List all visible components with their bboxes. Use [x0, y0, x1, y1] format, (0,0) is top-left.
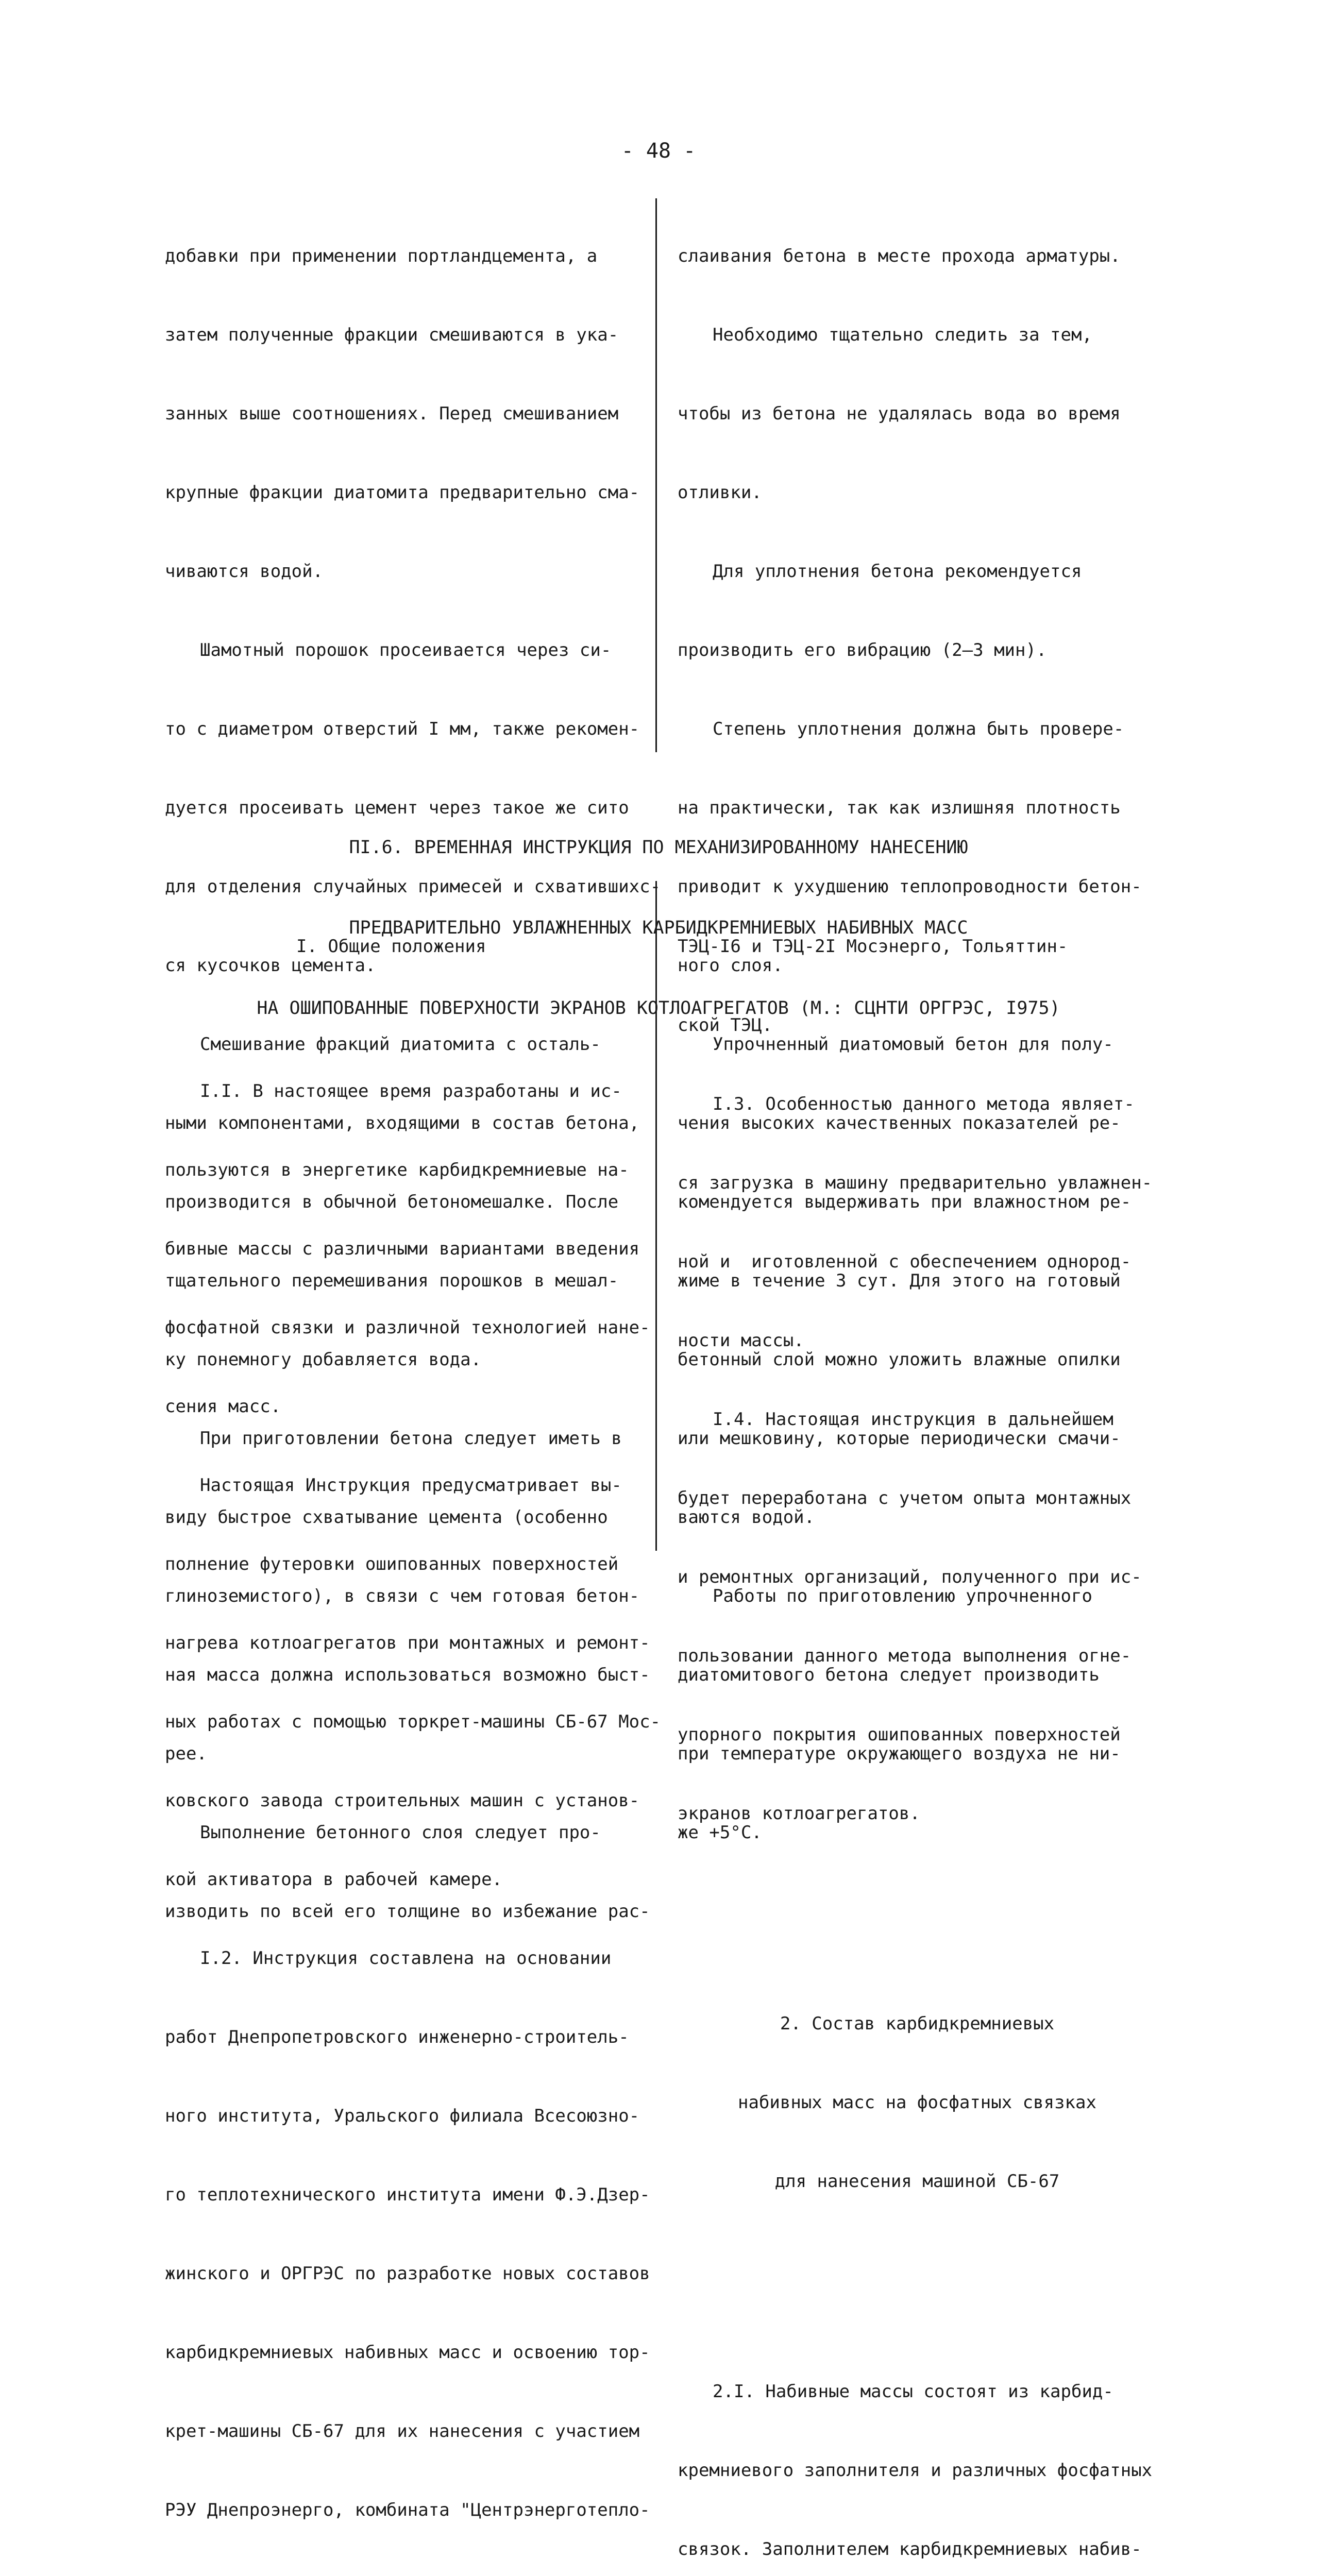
text-line: будет переработана с учетом опыта монтажных — [678, 1488, 1132, 1509]
text-line: на практически, так как излишняя плотность — [678, 798, 1121, 818]
text-line: дуется просеивать цемент через такое же сито — [165, 798, 629, 818]
subsection-heading — [678, 1958, 1157, 2247]
text-line: сения масс. — [165, 1396, 281, 1417]
text-line: крупные фракции диатомита предварительно сма- — [165, 482, 640, 503]
text-line: отливки. — [678, 482, 762, 503]
text-line: Выполнение бетонного слоя следует про- — [200, 1822, 601, 1843]
text-line: пользовании данного метода выполнения огне- — [678, 1646, 1132, 1666]
text-line: бетонный слой можно уложить влажные опилки — [678, 1349, 1121, 1370]
text-line: карбидкремниевых набивных масс и освоению тор- — [165, 2342, 650, 2363]
section-title-line: ПI.6. ВРЕМЕННАЯ ИНСТРУКЦИЯ ПО МЕХАНИЗИРОВАННОМУ НАНЕСЕНИЮ — [349, 837, 968, 858]
text-line: тщательного перемешивания порошков в мешал- — [165, 1270, 619, 1291]
column-divider — [655, 881, 657, 1551]
subsection-heading-line: 2. Состав карбидкремниевых — [780, 2013, 1055, 2034]
text-line: ТЭЦ-I6 и ТЭЦ-2I Мосэнерго, Тольяттин- — [678, 936, 1068, 957]
subsection-heading-line: набивных масс на фосфатных связках — [738, 2092, 1096, 2113]
text-line: связок. Заполнителем карбидкремниевых набив- — [678, 2539, 1142, 2560]
text-line: Шамотный порошок просеивается через си- — [200, 640, 612, 660]
text-line: при температуре окружающего воздуха не ни- — [678, 1743, 1121, 1764]
text-line: I.2. Инструкция составлена на основании — [200, 1948, 612, 1969]
text-line: виду быстрое схватывание цемента (особенно — [165, 1507, 608, 1528]
text-line: фосфатной связки и различной технологией нане- — [165, 1317, 650, 1338]
text-line: для отделения случайных примесей и схватившихс- — [165, 876, 661, 897]
text-line: ку понемногу добавляется вода. — [165, 1349, 482, 1370]
text-line: полнение футеровки ошипованных поверхностей — [165, 1554, 619, 1574]
text-line: занных выше соотношениях. Перед смешиванием — [165, 403, 619, 424]
text-line: Степень уплотнения должна быть провере- — [713, 719, 1124, 739]
bottom-left-column — [165, 881, 661, 2576]
subsection-heading-line: для нанесения машиной СБ-67 — [774, 2171, 1060, 2192]
text-line: добавки при применении портландцемента, а — [165, 246, 598, 266]
text-line: глиноземистого), в связи с чем готовая бетон- — [165, 1586, 640, 1606]
text-line: I.3. Особенностью данного метода являет- — [713, 1094, 1135, 1114]
column-divider — [655, 198, 657, 752]
text-line: крет-машины СБ-67 для их нанесения с участием — [165, 2421, 640, 2442]
text-line: ской ТЭЦ. — [678, 1015, 773, 1036]
text-line: чения высоких качественных показателей ре- — [678, 1113, 1121, 1133]
text-line: то с диаметром отверстий I мм, также рекомен- — [165, 719, 640, 739]
text-line: Работы по приготовлению упрочненного — [713, 1586, 1092, 1606]
text-line: ваются водой. — [678, 1507, 815, 1528]
text-line: или мешковину, которые периодически смачи- — [678, 1428, 1121, 1449]
text-line: ной и иготовленной с обеспечением однород- — [678, 1251, 1132, 1272]
text-line: диатомитового бетона следует производить — [678, 1665, 1100, 1685]
text-line: и ремонтных организаций, полученного при ис- — [678, 1567, 1142, 1587]
text-line: ных работах с помощью торкрет-машины СБ-67 Мос- — [165, 1711, 661, 1732]
page-number: - 48 - — [621, 139, 696, 163]
text-line: чтобы из бетона не удалялась вода во время — [678, 403, 1121, 424]
text-line: Смешивание фракций диатомита с осталь- — [200, 1034, 601, 1055]
text-line: экранов котлоагрегатов. — [678, 1803, 920, 1824]
text-line: ного института, Уральского филиала Всесоюзно- — [165, 2106, 640, 2126]
text-line: го теплотехнического института имени Ф.Э.Дзер- — [165, 2184, 650, 2205]
text-line: бивные массы с различными вариантами введения — [165, 1239, 640, 1259]
text-line: ковского завода строительных машин с установ- — [165, 1790, 640, 1811]
text-line: ности массы. — [678, 1330, 804, 1351]
text-line: ными компонентами, входящими в состав бетона, — [165, 1113, 640, 1133]
text-line: комендуется выдерживать при влажностном ре- — [678, 1192, 1132, 1212]
text-line: производить его вибрацию (2–3 мин). — [678, 640, 1047, 660]
text-line: работ Днепропетровского инженерно-строитель- — [165, 2027, 629, 2047]
text-line: же +5°С. — [678, 1822, 762, 1843]
text-line: изводить по всей его толщине во избежание рас- — [165, 1901, 650, 1922]
text-line: ся загрузка в машину предварительно увлажнен- — [678, 1173, 1153, 1193]
text-line: упорного покрытия ошипованных поверхностей — [678, 1724, 1121, 1745]
subsection-heading: I. Общие положения — [296, 936, 486, 957]
text-line: кремниевого заполнителя и различных фосфатных — [678, 2460, 1153, 2481]
text-line: рее. — [165, 1743, 207, 1764]
text-line: слаивания бетона в месте прохода арматуры. — [678, 246, 1121, 266]
text-line: ная масса должна использоваться возможно быст- — [165, 1665, 650, 1685]
text-line: жинского и ОРГРЭС по разработке новых составов — [165, 2263, 650, 2284]
text-line: 2.I. Набивные массы состоят из карбид- — [713, 2381, 1113, 2402]
text-line: ного слоя. — [678, 955, 783, 976]
text-line: пользуются в энергетике карбидкремниевые на- — [165, 1160, 629, 1180]
text-line: затем полученные фракции смешиваются в ука- — [165, 325, 619, 345]
text-line: I.4. Настоящая инструкция в дальнейшем — [713, 1409, 1113, 1430]
text-line: Для уплотнения бетона рекомендуется — [713, 561, 1082, 582]
text-line: кой активатора в рабочей камере. — [165, 1869, 503, 1890]
section-title-line: ПРЕДВАРИТЕЛЬНО УВЛАЖНЕННЫХ КАРБИДКРЕМНИЕВЫХ НАБИВНЫХ МАСС — [349, 918, 968, 938]
text-line: жиме в течение 3 сут. Для этого на готовый — [678, 1270, 1121, 1291]
text-line: ся кусочков цемента. — [165, 955, 376, 976]
text-line: приводит к ухудшению теплопроводности бетон- — [678, 876, 1142, 897]
text-line: Настоящая Инструкция предусматривает вы- — [200, 1475, 622, 1496]
section-title-line: НА ОШИПОВАННЫЕ ПОВЕРХНОСТИ ЭКРАНОВ КОТЛОАГРЕГАТОВ (М.: СЦНТИ ОРГРЭС, I975) — [257, 998, 1060, 1019]
text-line: нагрева котлоагрегатов при монтажных и ремонт- — [165, 1633, 650, 1653]
text-line: Необходимо тщательно следить за тем, — [713, 325, 1092, 345]
text-line: I.I. В настоящее время разработаны и ис- — [200, 1081, 622, 1101]
text-line: Упрочненный диатомовый бетон для полу- — [713, 1034, 1113, 1055]
text-line: производится в обычной бетономешалке. После — [165, 1192, 619, 1212]
text-line: чиваются водой. — [165, 561, 324, 582]
bottom-right-column — [678, 881, 1173, 2576]
text-line: При приготовлении бетона следует иметь в — [200, 1428, 622, 1449]
text-line: РЭУ Днепроэнерго, комбината "Центрэнерготепло- — [165, 2500, 650, 2520]
